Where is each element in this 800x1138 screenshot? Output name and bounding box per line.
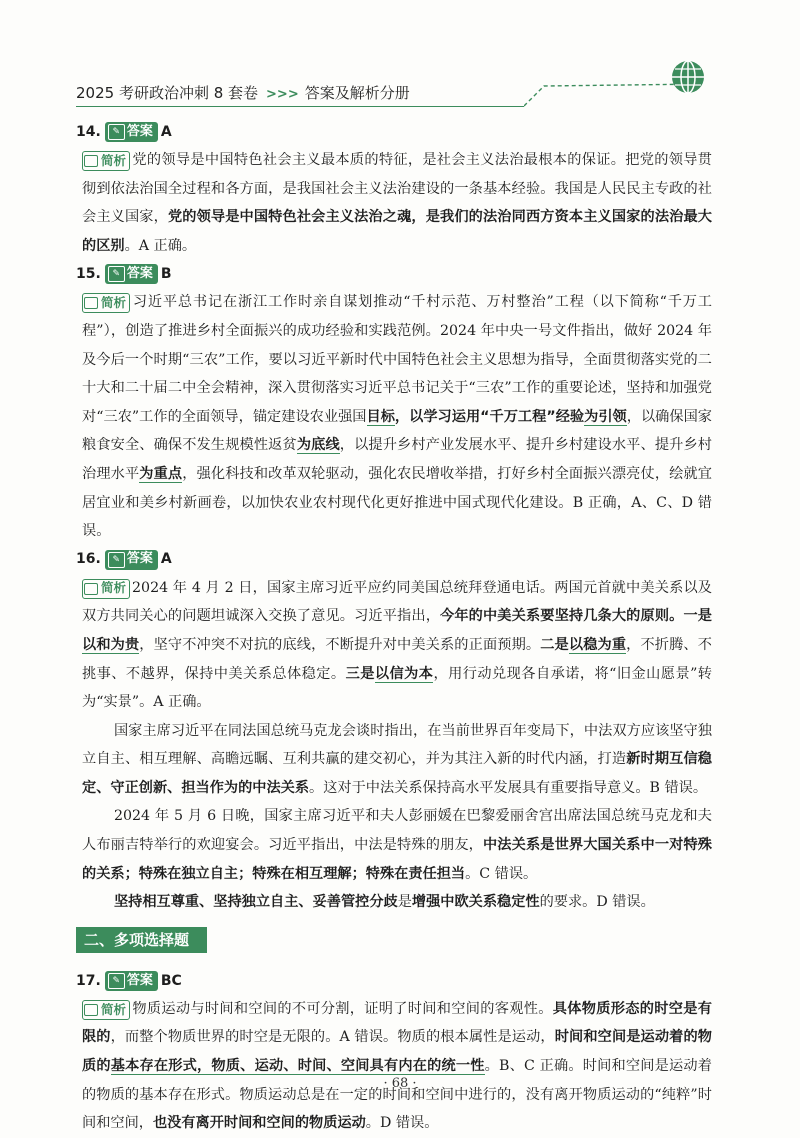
analysis-text: 习近平总书记在浙江工作时亲自谋划推动“千村示范、万村整治”工程（以下简称“千万工程”），创造了推进乡村全面振兴的成功经验和实践范例。2024 年中央一号文件指出，做好 2024 年及今后一个时期“三农”工作，要以习近平新时代中国特色社会主义思想为指导，全面贯彻落实党的二十大和二十届二中全会精神，深入贯彻落实习近平总书记关于“三农”工作的重要论述，坚持和加强党对“三农”工作的全面领导，锚定建设农业强国 [82, 294, 712, 425]
book-icon [84, 583, 98, 595]
question-16-analysis [82, 574, 712, 717]
key-point: 以稳为重 [568, 636, 627, 653]
analysis-text: ，强化科技和改革双轮驱动，强化农民增收举措，打好乡村全面振兴漂亮仗，绘就宜居宜业和美乡村新画卷，以加快农业农村现代化更好推进中国式现代化建设。B 正确，A、C、D 错误。 [82, 465, 712, 540]
question-number: 15. [76, 266, 101, 283]
key-point: 以信为本 [374, 665, 434, 682]
header-title [76, 82, 410, 103]
answer-value: B [160, 266, 172, 283]
analysis-label: 简析 [101, 580, 127, 596]
key-point: 坚持相互尊重、坚持独立自主、妥善管控分歧 [113, 894, 398, 911]
page-header [76, 78, 716, 108]
header-rule [76, 106, 524, 107]
analysis-label: 简析 [101, 295, 127, 311]
analysis-text: 党的领导是中国特色社会主义最本质的特征，是社会主义法治最根本的保证。把党的领导贯彻到依法治国全过程和各方面，是我国社会主义法治建设的一条基本经验。我国是人民民主专政的社会主义国家， [82, 152, 712, 226]
key-point: 时间和空间是运动着的物质的 [82, 1029, 712, 1075]
key-point: 三是 [345, 665, 375, 682]
analysis-text: 。B、C 正确。时间和空间是运动着的物质的基本存在形式。物质运动总是在一定的时间和空间中进行的，没有离开物质运动的“纯粹”时间和空间， [82, 1058, 712, 1132]
book-icon [84, 297, 98, 309]
section-subtitle: 答案及解析分册 [304, 84, 410, 102]
key-point: ，物质、运动、时间、空间具有内在的统一性 [197, 1058, 485, 1075]
analysis-text: ，以确保国家粮食安全、确保不发生规模性返贫 [82, 408, 712, 454]
key-point: 今年的中美关系要坚持几条大的原则。一是 [440, 608, 712, 625]
key-point: 为引领 [584, 408, 627, 425]
answer-label: 答案 [126, 551, 153, 567]
question-number: 17. [76, 972, 101, 989]
analysis-text: ，不折腾、不挑事、不越界，保持中美关系总体稳定。 [82, 636, 712, 682]
answer-value: A [160, 551, 172, 568]
book-icon [84, 155, 98, 167]
analysis-text: ，以提升乡村产业发展水平、提升乡村建设水平、提升乡村治理水平 [82, 437, 712, 482]
analysis-text: ，用行动兑现各自承诺，将“旧金山愿景”转为“实景”。A 正确。 [82, 665, 712, 711]
key-point: 目标 [366, 408, 395, 425]
pencil-note-icon: ✎ [108, 266, 125, 282]
question-16-paragraph-4 [82, 888, 712, 917]
globe-icon [670, 59, 706, 95]
analysis-text: 是 [397, 894, 412, 911]
key-point: 以和为贵 [82, 636, 140, 653]
question-number: 14. [76, 123, 101, 140]
analysis-badge [82, 293, 130, 313]
question-16-answer [76, 546, 712, 574]
analysis-badge [82, 1000, 130, 1020]
pencil-note-icon: ✎ [108, 973, 125, 989]
key-point: 为重点 [139, 465, 183, 482]
key-point: 中法关系是世界大国关系中一对特殊的关系；特殊在独立自主；特殊在相互理解；特殊在责任担当 [82, 837, 712, 882]
key-point: 二是 [540, 636, 569, 653]
question-16-paragraph-2 [82, 717, 712, 803]
header-arrows: >>> [266, 87, 299, 102]
question-14-answer [76, 118, 712, 146]
analysis-text: 2024 年 4 月 2 日，国家主席习近平应约同美国总统拜登通电话。两国元首就中美关系以及双方共同关心的问题坦诚深入交换了意见。习近平指出， [82, 579, 712, 625]
analysis-text: 2024 年 5 月 6 日晚，国家主席习近平和夫人彭丽媛在巴黎爱丽舍宫出席法国总统马克龙和夫人布丽吉特举行的欢迎宴会。习近平指出，中法是特殊的朋友， [82, 808, 712, 854]
answer-label: 答案 [126, 972, 153, 988]
section-heading: 二、多项选择题 [76, 927, 207, 953]
pencil-note-icon: ✎ [108, 552, 125, 568]
key-point: 也没有离开时间和空间的物质运动 [152, 1115, 366, 1132]
key-point: 增强中欧关系稳定性 [411, 894, 540, 911]
key-point: 党的领导是中国特色社会主义法治之魂，是我们的法治同西方资本主义国家的法治最大的区别 [82, 209, 712, 254]
answer-value: A [160, 123, 172, 140]
book-title: 2025 考研政治冲刺 8 套卷 [76, 84, 259, 102]
analysis-label: 简析 [101, 1001, 127, 1017]
section-heading-wrap [82, 917, 712, 967]
answer-badge [105, 264, 158, 284]
question-17-analysis [82, 995, 712, 1138]
analysis-text: 国家主席习近平在同法国总统马克龙会谈时指出，在当前世界百年变局下，中法双方应该坚守独立自主、相互理解、高瞻远瞩、互利共赢的建交初心，并为其注入新的时代内涵，打造 [82, 722, 712, 768]
answer-label: 答案 [126, 266, 153, 282]
answer-label: 答案 [126, 123, 153, 139]
question-15-analysis [82, 288, 712, 545]
answer-badge [105, 550, 158, 570]
question-17-answer [76, 967, 712, 995]
book-icon [84, 1004, 98, 1016]
analysis-text: 。A 正确。 [124, 237, 197, 254]
analysis-badge [82, 579, 130, 599]
answer-badge [105, 971, 158, 991]
key-point: 基本存在形式 [110, 1058, 198, 1075]
analysis-text: 物质运动与时间和空间的不可分割，证明了时间和空间的客观性。 [132, 1000, 553, 1017]
pencil-note-icon: ✎ [108, 124, 125, 140]
key-point: ，以学习运用“千万工程”经验 [394, 408, 585, 425]
question-14-analysis [82, 146, 712, 260]
key-point: 新时期互信稳定、守正创新、担当作为的中法关系 [82, 751, 712, 796]
key-point: 为底线 [296, 437, 340, 454]
page-number: · 68 · [383, 1076, 417, 1091]
question-16-paragraph-3 [82, 802, 712, 888]
answer-badge [105, 122, 158, 142]
question-number: 16. [76, 551, 101, 568]
analysis-text: 。D 错误。 [365, 1115, 439, 1132]
answer-value: BC [160, 972, 182, 989]
analysis-text: ，而整个物质世界的时空是无限的。A 错误。物质的根本属性是运动， [110, 1029, 555, 1046]
question-15-answer [76, 260, 712, 288]
analysis-text: 。这对于中法关系保持高水平发展具有重要指导意义。B 错误。 [309, 779, 708, 796]
analysis-badge [82, 151, 130, 171]
analysis-label: 简析 [101, 152, 127, 168]
key-point: 具体物质形态的时空是有限的 [82, 1000, 712, 1046]
analysis-text: ，坚守不冲突不对抗的底线，不断提升对中美关系的正面预期。 [139, 636, 541, 653]
analysis-text: 。C 错误。 [465, 865, 538, 882]
analysis-text: 的要求。D 错误。 [539, 894, 655, 911]
answer-content [76, 118, 712, 1138]
